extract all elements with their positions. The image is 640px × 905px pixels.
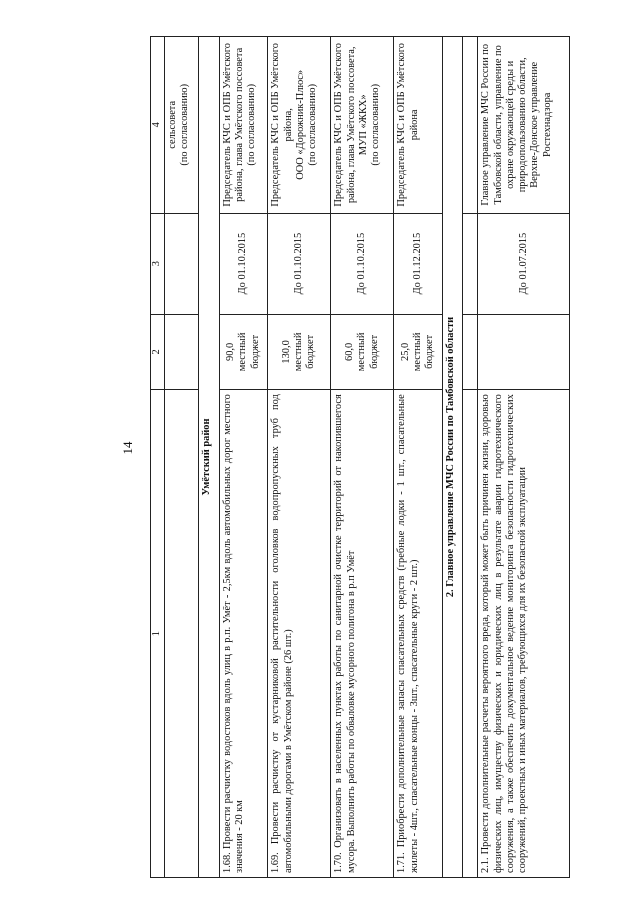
- section-title: 2. Главное управление МЧС России по Тамбовской области: [443, 37, 463, 878]
- cost-cell: 25,0 местный бюджет: [394, 314, 443, 390]
- cost-cell: 60,0 местный бюджет: [331, 314, 394, 390]
- deadline-cell: До 01.10.2015: [219, 213, 268, 314]
- rotated-table-container: [150, 36, 570, 878]
- table-row: [478, 37, 570, 878]
- table-row: [394, 37, 443, 878]
- section-heading-row: [199, 37, 219, 878]
- responsible-cell: Председатель КЧС и ОПБ Умётского района, ООО «Дорожник-Плюс» (по согласованию): [268, 37, 331, 214]
- responsible-cell: сельсовета (по согласованию): [165, 37, 199, 214]
- measures-table: [150, 36, 570, 878]
- column-number: 4: [151, 37, 165, 214]
- responsible-cell: Председатель КЧС и ОПБ Умётского района, глава Умётского поссовета, МУП «ЖКХ» (по согласованию): [331, 37, 394, 214]
- spacer-row: [463, 37, 478, 878]
- cost-cell: [478, 314, 570, 390]
- continuation-row: [165, 37, 199, 878]
- responsible-cell: Председатель КЧС и ОПБ Умётского района, глава Умётского поссовета (по согласованию): [219, 37, 268, 214]
- column-number: 2: [151, 314, 165, 390]
- table-row: [219, 37, 268, 878]
- cost-cell: 130,0 местный бюджет: [268, 314, 331, 390]
- column-number: 3: [151, 213, 165, 314]
- deadline-cell: До 01.10.2015: [268, 213, 331, 314]
- section-heading-row: [443, 37, 463, 878]
- deadline-cell: До 01.07.2015: [478, 213, 570, 314]
- deadline-cell: До 01.10.2015: [331, 213, 394, 314]
- cost-cell: 90,0 местный бюджет: [219, 314, 268, 390]
- measure-text: 1.70. Организовать в населенных пунктах работы по санитарной очистке территорий от накопившегося мусора. Выполнить работы по обваловке мусорного полигона в р.п Умёт: [331, 390, 394, 878]
- measure-text: 1.71. Приобрести дополнительные запасы спасательных средств (гребные лодки - 1 шт., спасательные жилеты - 4шт., спасательные концы - 3шт., спасательные круги - 2 шт.): [394, 390, 443, 878]
- deadline-cell: До 01.12.2015: [394, 213, 443, 314]
- column-number-row: [151, 37, 165, 878]
- measure-text: 1.68. Провести расчистку водостоков вдоль улиц в р.п. Умёт - 2,5км вдоль автомобильных дорог местного значения - 20 км: [219, 390, 268, 878]
- table-row: [268, 37, 331, 878]
- document-page: [150, 36, 570, 878]
- responsible-cell: Главное управление МЧС России по Тамбовской области, управление по охране окружающей среды и природопользованию области, Верхне-Донское управление Ростехнадзора: [478, 37, 570, 214]
- column-number: 1: [151, 390, 165, 878]
- page-number: 14: [120, 441, 135, 455]
- table-row: [331, 37, 394, 878]
- section-title: Умётский район: [199, 37, 219, 878]
- measure-text: 1.69. Провести расчистку от кустарниковой растительности оголовков водопропускных труб под автомобильными дорогами в Умётском районе (26 шт.): [268, 390, 331, 878]
- responsible-cell: Председатель КЧС и ОПБ Умётского района: [394, 37, 443, 214]
- measure-text: 2.1. Провести дополнительные расчеты вероятного вреда, который может быть причинен жизни, здоровью физических лиц, имуществу физических и юридических лиц в результате аварии гидротехнического сооружения, а также обеспечить документальное ведение мониторинга безопасности гидротехнических сооружений, проектных и иных материалов, требующихся для их безопасной эксплуатации: [478, 390, 570, 878]
